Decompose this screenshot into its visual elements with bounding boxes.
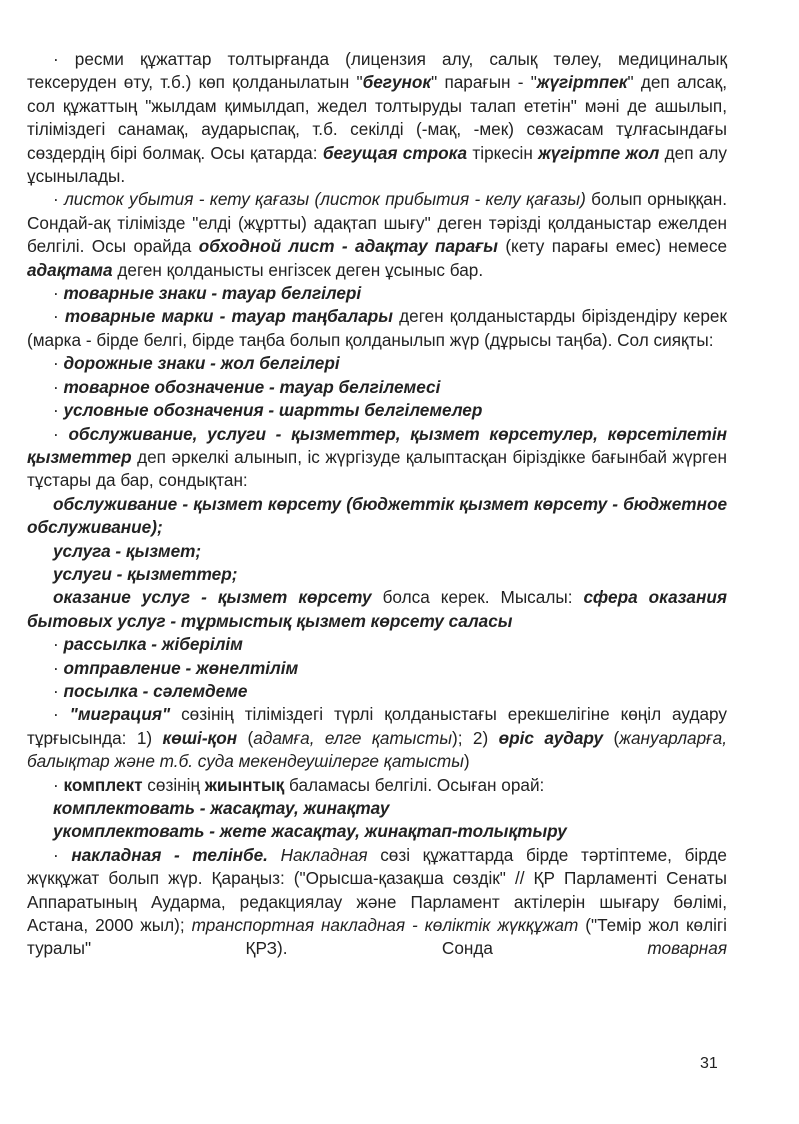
text-run: · [53, 376, 64, 397]
emphasis-term: посылка - сәлемдеме [63, 680, 248, 701]
body-text [27, 48, 727, 961]
emphasis-term: көші-қон [162, 727, 238, 748]
paragraph [27, 399, 727, 422]
text-run: деп алу ұсынылады. [27, 142, 727, 187]
text-run: ( [237, 727, 254, 748]
text-run: тіркесін [467, 142, 539, 163]
text-run: · [53, 774, 64, 795]
paragraph [27, 493, 727, 540]
text-run: · [53, 680, 64, 701]
paragraph [27, 352, 727, 375]
emphasis-term: услуги - қызметтер; [53, 563, 238, 584]
emphasis-term: дорожные знаки - жол белгілері [63, 353, 340, 374]
emphasis-term: товарная [647, 938, 727, 959]
emphasis-term: сфера оказания бытовых услуг - тұрмыстық қызмет көрсету саласы [27, 587, 727, 631]
text-run [268, 845, 281, 865]
text-run: деген қолданысты енгізсек деген ұсыныс бар. [112, 259, 484, 280]
emphasis-term: адамға, елге қатысты [253, 727, 453, 748]
text-run: · ресми құжаттар толтырғанда (лицензия алу, салық төлеу, медициналық тексеруден өту, т.б.) көп қолданылатын " [27, 49, 727, 93]
emphasis-term: оказание услуг - қызмет көрсету [53, 587, 372, 608]
text-run: ) [463, 751, 470, 772]
emphasis-term: листок убытия - кету қағазы (листок прибытия - келу қағазы) [64, 189, 586, 210]
paragraph [27, 540, 727, 563]
emphasis-term: отправление - жөнелтілім [63, 657, 299, 678]
paragraph [27, 680, 727, 703]
text-run: " деп алсақ, сол құжаттың "жылдам қимылдап, жедел толтыруды талап ететін" мәні де ашылып, тіліміздегі санамақ, аударыспақ, т.б. секілді (-мақ, -мек) сөзжасам тұлғасындағы сөздердің бірі болмақ. Осы қатарда: [27, 72, 727, 163]
text-run: сөзі құжаттарда бірде тәртіптеме, бірде жүкқұжат болып жүр. Қараңыз: ("Орысша-қазақша сөздік" // ҚР Парламенті Сенаты Аппаратының Аудармa, редакциялау және Парламент актілерін шығару бөлімі, Астана, 2000 жыл); [27, 844, 727, 936]
text-run: деп әркелкі алынып, іс жүргізуде қалыптасқан біріздікке бағынбай жүрген тұстары да бар, сондықтан: [27, 446, 727, 491]
text-run: ( [603, 727, 620, 748]
text-run: (кету парағы емес) немесе [497, 236, 728, 257]
paragraph [27, 774, 727, 797]
paragraph [27, 657, 727, 680]
paragraph [27, 423, 727, 493]
paragraph [27, 703, 727, 773]
emphasis-term: транспортная накладная - көліктік жүкқұжат [191, 915, 579, 936]
emphasis-term: өріс аудару [498, 727, 604, 748]
emphasis-term: жануарларға, балықтар және т.б. суда мекендеушілерге қатысты [27, 727, 727, 772]
text-run: · [53, 189, 65, 210]
text-run: · [53, 634, 64, 655]
emphasis-term: рассылка - жіберілім [63, 634, 243, 655]
emphasis-term: "миграция" [69, 704, 171, 725]
text-run: · [53, 704, 70, 725]
text-run: болса керек. Мысалы: [371, 587, 584, 608]
text-run: ("Темір жол көлігі туралы" ҚРЗ). Сонда [27, 915, 728, 959]
paragraph [27, 188, 727, 282]
emphasis-term: Накладная [280, 844, 368, 865]
emphasis-term: жүгіртпек [536, 72, 628, 93]
emphasis-term: обходной лист - адақтау парағы [198, 236, 498, 257]
text-run: деген қолданыстарды біріздендіру керек (марка - бірде белгі, бірде таңба болып қолданылып жүр (дұрысы таңба). Сол сияқты: [27, 306, 728, 350]
emphasis-term: укомплектовать - жете жасақтау, жинақтап-толықтыру [53, 821, 567, 842]
paragraph [27, 820, 727, 843]
page-number: 31 [700, 1055, 718, 1072]
text-run: ); 2) [452, 727, 499, 748]
emphasis-term: услуга - қызмет; [53, 540, 202, 561]
paragraph [27, 563, 727, 586]
text-run: " парағын - " [431, 72, 537, 93]
emphasis-term: адақтама [27, 259, 113, 280]
emphasis-term: обслуживание - қызмет көрсету (бюджеттік қызмет көрсету - бюджетное обслуживание); [27, 493, 727, 538]
text-run: · [53, 423, 69, 444]
emphasis-term: жүгіртпе жол [538, 142, 660, 163]
emphasis-term: товарные марки - тауар таңбалары [64, 306, 393, 327]
text-run: · [53, 306, 65, 327]
text-run: сөзінің тіліміздегі түрлі қолданыстағы ерекшелігіне көңіл аудару тұрғысында: 1) [27, 704, 727, 748]
emphasis-term: обслуживание, услуги - қызметтер, қызмет көрсетулер, көрсетілетін қызметтер [27, 423, 727, 467]
text-run: · [53, 400, 64, 421]
emphasis-term: комплект [63, 774, 143, 795]
paragraph [27, 305, 727, 352]
emphasis-term: условные обозначения - шартты белгілемелер [63, 400, 483, 421]
text-run: · [53, 657, 64, 678]
paragraph [27, 48, 727, 188]
emphasis-term: товарные знаки - тауар белгілері [63, 283, 362, 304]
emphasis-term: жиынтық [204, 774, 285, 795]
emphasis-term: бегущая строка [322, 142, 468, 163]
text-run: болып орныққан. Сондай-ақ тілімізде "елді (жұртты) адақтап шығу" деген тәрізді қолданыстар ежелден белгілі. Осы орайда [27, 189, 728, 257]
paragraph [27, 797, 727, 820]
text-run: · [53, 353, 64, 374]
paragraph [27, 633, 727, 656]
paragraph [27, 376, 727, 399]
emphasis-term: бегунок [362, 72, 432, 93]
text-run: баламасы белгілі. Осыған орай: [284, 774, 545, 795]
emphasis-term: товарное обозначение - тауар белгілемесі [63, 376, 441, 397]
emphasis-term: комплектовать - жасақтау, жинақтау [53, 798, 390, 818]
text-run: · [53, 844, 72, 865]
paragraph [27, 282, 727, 305]
emphasis-term: накладная - телінбе. [71, 844, 268, 865]
text-run: сөзінің [142, 774, 205, 795]
paragraph [27, 844, 727, 961]
text-run: · [53, 283, 64, 304]
paragraph [27, 586, 727, 633]
